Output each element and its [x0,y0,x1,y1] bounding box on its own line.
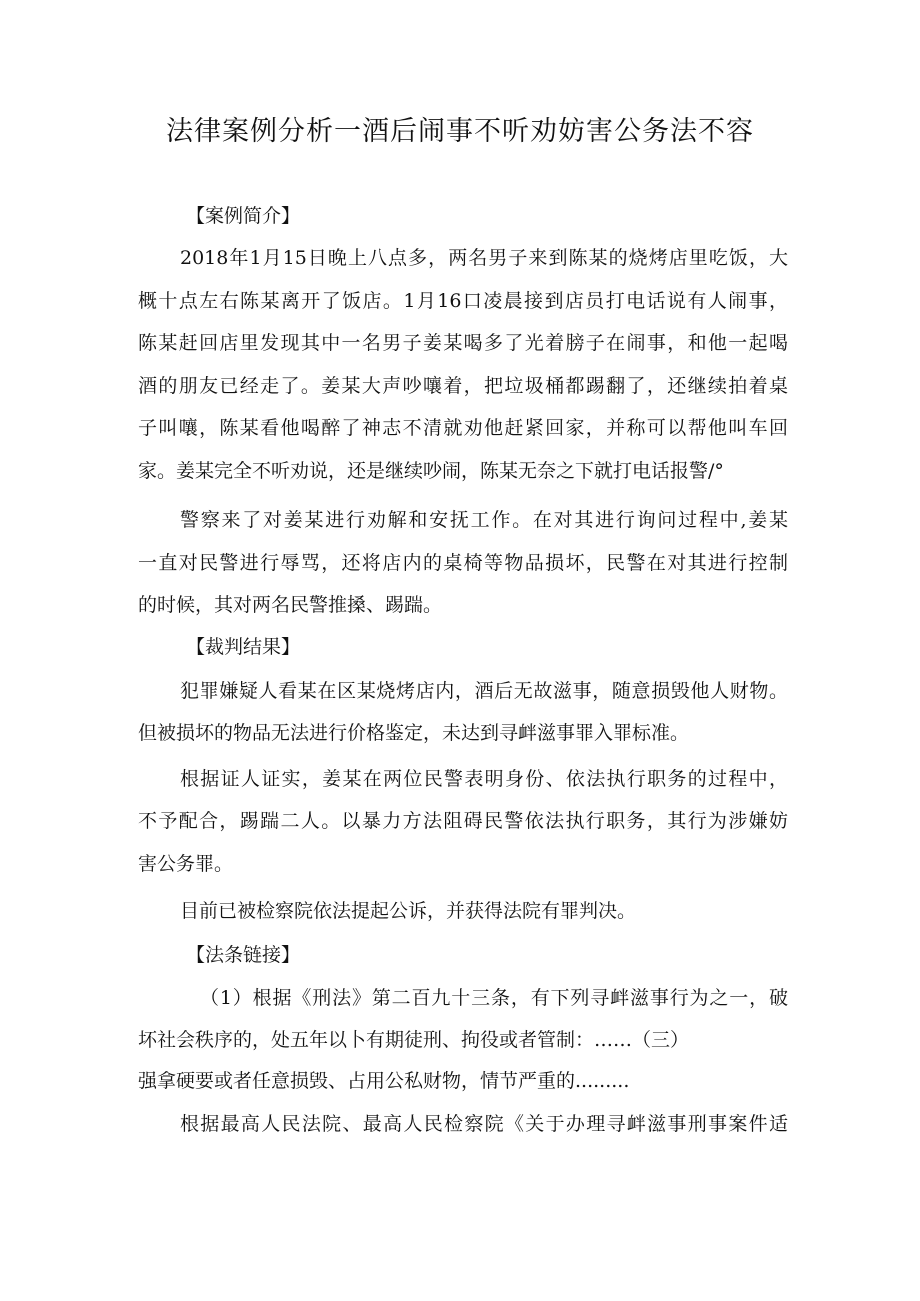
law-p1-line-1: （1）根据《刑法》第二百九十三条，有下列寻衅滋事行为之一，破 [200,987,788,1009]
intro-p2-line-2: 一直对民警进行辱骂，还将店内的桌椅等物品损坏，民警在对其进行控制 [138,552,788,574]
law-p1-line-3: 强拿硬要或者任意损毁、占用公私财物，情节严重的......... [138,1070,630,1092]
intro-p1-line-1: 2018年1月15日晚上八点多，两名男子来到陈某的烧烤店里吃饭，大 [180,247,788,269]
verdict-p3: 目前已被检察院依法提起公诉，并获得法院有罪判决。 [180,900,637,922]
intro-p2-line-3: 的时候，其对两名民警推搡、踢踹。 [138,594,443,616]
verdict-p1-line-2: 但被损坏的物品无法进行价格鉴定，未达到寻衅滋事罪入罪标准。 [138,722,690,744]
section-heading-verdict: 【裁判结果】 [186,636,301,658]
intro-p1-line-5: 子叫嚷，陈某看他喝醉了神志不清就劝他赶紧回家，并称可以帮他叫车回 [138,417,788,439]
intro-p1-line-6: 家。姜某完全不听劝说，还是继续吵闹，陈某无奈之下就打电话报警/° [138,460,724,482]
section-heading-case-intro: 【案例简介】 [186,205,301,227]
law-p1-line-2: 坏社会秩序的，处五年以卜有期徒刑、拘役或者管制：……（三） [138,1029,690,1051]
intro-p1-line-3: 陈某赶回店里发现其中一名男子姜某喝多了光着膀子在闹事，和他一起喝 [138,332,788,354]
verdict-p2-line-2: 不予配合，踢踹二人。以暴力方法阻碍民警依法执行职务，其行为涉嫌妨 [138,810,788,832]
document-title: 法律案例分析一酒后闹事不听劝妨害公务法不容 [166,116,754,147]
section-heading-law-links: 【法条链接】 [186,944,301,966]
intro-p1-line-2: 概十点左右陈某离开了饭店。1月16口凌晨接到店员打电话说有人闹事， [138,290,788,312]
intro-p2-line-1: 警察来了对姜某进行劝解和安抚工作。在对其进行询问过程中,姜某 [180,509,788,531]
verdict-p1-line-1: 犯罪嫌疑人看某在区某烧烤店内，酒后无故滋事，随意损毁他人财物。 [180,680,788,702]
verdict-p2-line-3: 害公务罪。 [138,853,234,875]
law-p2-line-1: 根据最高人民法院、最高人民检察院《关于办理寻衅滋事刑事案件适 [180,1113,788,1135]
verdict-p2-line-1: 根据证人证实，姜某在两位民警表明身份、依法执行职务的过程中， [180,768,788,790]
intro-p1-line-4: 酒的朋友已经走了。姜某大声吵嚷着，把垃圾桶都踢翻了，还继续拍着桌 [138,375,788,397]
